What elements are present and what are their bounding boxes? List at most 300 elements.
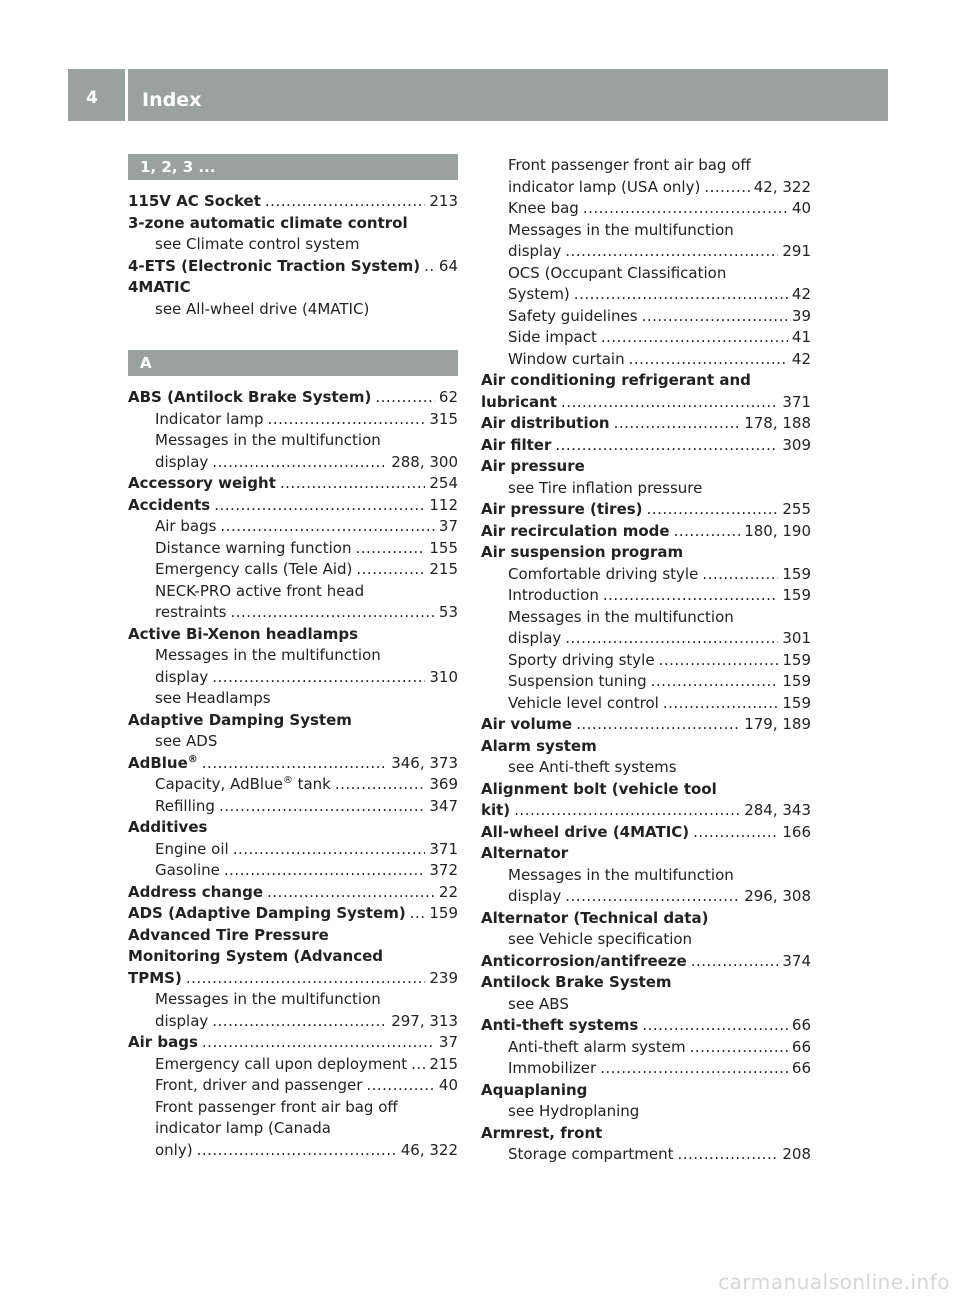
entry-text: Knee bag — [508, 199, 579, 217]
entry-text: Messages in the multifunction — [508, 607, 734, 626]
page-reference[interactable]: 46, 322 — [400, 1140, 458, 1159]
index-entry[interactable] — [481, 392, 811, 414]
page-reference[interactable]: 53 — [438, 603, 458, 621]
index-subentry[interactable] — [481, 327, 811, 349]
index-subentry[interactable] — [128, 860, 458, 882]
entry-text: TPMS) — [128, 968, 182, 987]
index-entry — [481, 456, 811, 478]
entry-text: Alternator — [481, 844, 569, 862]
index-entry — [128, 925, 458, 947]
page-reference[interactable]: 159 — [782, 672, 811, 690]
dot-leader — [600, 1058, 788, 1080]
entry-label — [481, 714, 572, 736]
entry-label — [508, 929, 692, 951]
dot-leader — [561, 392, 778, 414]
index-entry — [128, 946, 458, 968]
page-reference[interactable]: 159 — [782, 564, 811, 583]
index-entry[interactable] — [128, 495, 458, 517]
entry-text: ADS (Adaptive Damping System) — [128, 904, 406, 922]
entry-text: 3-zone automatic climate control — [128, 213, 408, 232]
page-reference[interactable]: 37 — [438, 517, 458, 535]
index-subentry[interactable] — [128, 1075, 458, 1097]
entry-label — [155, 581, 364, 603]
page-reference[interactable]: 371 — [782, 392, 811, 411]
dot-leader — [674, 521, 741, 543]
page-reference[interactable]: 215 — [429, 560, 458, 578]
entry-label — [508, 327, 597, 349]
page-reference[interactable]: 42 — [791, 349, 811, 368]
entry-label — [508, 693, 659, 715]
page-reference[interactable]: 254 — [429, 474, 458, 492]
entry-text: Messages in the multifunction — [155, 990, 381, 1008]
entry-text: Refilling — [155, 796, 215, 815]
index-subentry[interactable] — [481, 284, 811, 306]
entry-text: Storage compartment — [508, 1145, 674, 1163]
entry-text: see ABS — [508, 994, 569, 1013]
entry-label — [508, 177, 700, 199]
index-entry[interactable] — [481, 413, 811, 435]
index-entry[interactable] — [481, 435, 811, 457]
entry-label — [481, 456, 585, 478]
page-reference[interactable]: 41 — [791, 328, 811, 346]
entry-text: Messages in the multifunction — [155, 431, 381, 449]
page-reference[interactable]: 155 — [429, 538, 458, 557]
entry-label — [128, 277, 191, 299]
entry-text: Front passenger front air bag off — [155, 1097, 398, 1116]
index-column-right — [481, 155, 811, 1166]
page-reference[interactable]: 42 — [791, 285, 811, 303]
dot-leader — [356, 559, 425, 581]
index-entry — [481, 542, 811, 564]
dot-leader — [677, 1144, 778, 1166]
entry-text: Air pressure — [481, 457, 585, 475]
dot-leader — [267, 882, 435, 904]
page-reference[interactable]: 301 — [782, 629, 811, 647]
index-column-left — [128, 154, 458, 1161]
entry-text: indicator lamp (Canada — [155, 1119, 331, 1137]
page-reference[interactable]: 22 — [438, 882, 458, 901]
entry-text: Accidents — [128, 495, 211, 514]
entry-label — [508, 241, 561, 263]
page-reference[interactable]: 66 — [791, 1059, 811, 1077]
index-subentry — [481, 607, 811, 629]
index-entry[interactable] — [481, 822, 811, 844]
entry-label — [128, 710, 352, 732]
entry-label — [128, 903, 406, 925]
entry-text: Active Bi-Xenon headlamps — [128, 624, 359, 643]
dot-leader — [659, 650, 779, 672]
index-entry[interactable] — [128, 753, 458, 775]
entry-label — [481, 542, 683, 564]
entry-label — [155, 602, 227, 624]
entry-text: see Hydroplaning — [508, 1102, 640, 1120]
entry-label — [128, 256, 420, 278]
dot-leader — [220, 516, 434, 538]
index-subentry[interactable] — [128, 409, 458, 431]
entry-label — [155, 1011, 208, 1033]
entry-text: OCS (Occupant Classification — [508, 263, 727, 282]
entry-text: Address change — [128, 882, 264, 901]
index-subentry — [481, 220, 811, 242]
entry-label — [481, 951, 687, 973]
page-reference[interactable]: 62 — [438, 388, 458, 406]
entry-text: Suspension tuning — [508, 672, 647, 690]
index-subentry[interactable] — [481, 1144, 811, 1166]
entry-label — [508, 220, 734, 242]
entry-text: Alternator (Technical data) — [481, 908, 709, 927]
entry-text: display — [155, 452, 209, 471]
entry-label — [155, 516, 216, 538]
entry-text: Air pressure (tires) — [481, 500, 643, 518]
index-subentry[interactable] — [481, 886, 811, 908]
dot-leader — [704, 177, 749, 199]
index-subentry[interactable] — [481, 198, 811, 220]
dot-leader — [514, 800, 740, 822]
entry-label — [128, 968, 182, 990]
index-subentry — [481, 865, 811, 887]
index-subentry[interactable] — [481, 585, 811, 607]
entry-text: Advanced Tire Pressure — [128, 925, 329, 944]
index-entry[interactable] — [128, 903, 458, 925]
index-subentry[interactable] — [128, 516, 458, 538]
dot-leader — [366, 1075, 435, 1097]
page-reference[interactable]: 39 — [791, 306, 811, 325]
index-entry[interactable] — [128, 387, 458, 409]
page-reference[interactable]: 371 — [429, 839, 458, 858]
entry-label — [481, 822, 689, 844]
entry-text: Additives — [128, 818, 208, 836]
entry-text: Monitoring System (Advanced — [128, 947, 383, 965]
entry-text-suffix: tank — [292, 775, 331, 793]
index-entry[interactable] — [481, 714, 811, 736]
index-entry — [481, 736, 811, 758]
dot-leader — [603, 585, 779, 607]
entry-label — [508, 284, 570, 306]
index-entry[interactable] — [481, 1015, 811, 1037]
entry-text: Emergency calls (Tele Aid) — [155, 560, 353, 578]
index-subentry[interactable] — [481, 564, 811, 586]
entry-text: Capacity, AdBlue — [155, 775, 283, 793]
entry-text: Vehicle level control — [508, 693, 659, 712]
index-subentry — [128, 234, 458, 256]
dot-leader — [601, 327, 788, 349]
entry-text: lubricant — [481, 392, 557, 411]
index-subentry[interactable] — [481, 671, 811, 693]
index-subentry[interactable] — [481, 1037, 811, 1059]
index-subentry[interactable] — [481, 306, 811, 328]
entry-text: only) — [155, 1140, 193, 1159]
page-reference[interactable]: 64 — [438, 256, 458, 275]
index-subentry[interactable] — [128, 602, 458, 624]
index-entry — [128, 277, 458, 299]
entry-text: AdBlue — [128, 753, 188, 772]
page-reference[interactable]: 159 — [782, 650, 811, 669]
index-subentry[interactable] — [128, 1054, 458, 1076]
entry-text: Indicator lamp — [155, 409, 264, 428]
entry-label — [155, 299, 369, 321]
dot-leader — [212, 667, 425, 689]
entry-text: Armrest, front — [481, 1123, 603, 1142]
entry-label — [128, 213, 408, 235]
index-subentry[interactable] — [481, 693, 811, 715]
entry-label — [155, 430, 381, 452]
index-subentry[interactable] — [128, 839, 458, 861]
entry-text: Comfortable driving style — [508, 564, 699, 583]
entry-label — [155, 688, 271, 710]
index-subentry[interactable] — [128, 559, 458, 581]
page-reference[interactable]: 179, 189 — [744, 715, 811, 733]
entry-text: see Anti-theft systems — [508, 758, 677, 776]
dot-leader — [202, 1032, 435, 1054]
page-reference[interactable]: 166 — [782, 822, 811, 841]
index-entry[interactable] — [128, 1032, 458, 1054]
index-entry[interactable] — [128, 882, 458, 904]
index-entry[interactable] — [481, 800, 811, 822]
dot-leader — [647, 499, 779, 521]
entry-label — [508, 671, 647, 693]
entry-text: 115V AC Socket — [128, 192, 261, 210]
index-subentry[interactable] — [481, 349, 811, 371]
index-entry[interactable] — [481, 499, 811, 521]
dot-leader — [410, 903, 426, 925]
index-entry[interactable] — [128, 191, 458, 213]
dot-leader — [702, 564, 778, 586]
page-reference[interactable]: 346, 373 — [391, 753, 458, 772]
page-reference[interactable]: 291 — [782, 242, 811, 260]
entry-text: indicator lamp (USA only) — [508, 177, 701, 196]
entry-label — [481, 1015, 638, 1037]
entry-label — [481, 435, 551, 457]
entry-text: Engine oil — [155, 839, 229, 858]
page-reference[interactable]: 347 — [429, 796, 458, 815]
index-entry — [481, 972, 811, 994]
entry-label — [508, 564, 698, 586]
index-subentry — [128, 299, 458, 321]
entry-label — [508, 865, 734, 887]
index-subentry[interactable] — [128, 452, 458, 474]
entry-label — [155, 1054, 407, 1076]
index-subentry — [481, 1101, 811, 1123]
entry-text: Safety guidelines — [508, 306, 638, 325]
entry-label — [128, 473, 276, 495]
entry-text: 4MATIC — [128, 278, 191, 296]
entry-label — [481, 779, 717, 801]
registered-mark: ® — [187, 753, 198, 765]
dot-leader — [614, 413, 741, 435]
page-reference[interactable]: 284, 343 — [744, 801, 811, 819]
entry-label — [508, 478, 702, 500]
entry-text: Sporty driving style — [508, 650, 655, 669]
entry-text: see ADS — [155, 732, 218, 750]
index-entry — [128, 710, 458, 732]
watermark: carmanualsonline.info — [718, 1270, 950, 1294]
index-subentry — [128, 430, 458, 452]
entry-label — [481, 908, 708, 930]
page-reference[interactable]: 369 — [429, 775, 458, 793]
index-subentry[interactable] — [128, 667, 458, 689]
page-reference[interactable]: 213 — [429, 192, 458, 210]
index-entry[interactable] — [128, 473, 458, 495]
index-subentry — [481, 478, 811, 500]
page-reference[interactable]: 66 — [791, 1037, 811, 1056]
page-reference[interactable]: 255 — [782, 500, 811, 518]
entry-text: restraints — [155, 603, 227, 621]
entry-label — [508, 607, 734, 629]
page-reference[interactable]: 66 — [791, 1016, 811, 1034]
entry-text: ABS (Antilock Brake System) — [128, 388, 372, 406]
index-subentry — [128, 989, 458, 1011]
index-entry[interactable] — [481, 521, 811, 543]
page-reference[interactable]: 208 — [782, 1145, 811, 1163]
index-entry — [481, 370, 811, 392]
index-subentry — [128, 581, 458, 603]
header-divider — [125, 69, 128, 121]
entry-text: Accessory weight — [128, 474, 276, 492]
index-subentry[interactable] — [128, 1140, 458, 1162]
entry-label — [155, 1075, 362, 1097]
index-subentry — [481, 757, 811, 779]
page-reference[interactable]: 159 — [782, 693, 811, 712]
registered-mark: ® — [282, 775, 293, 786]
entry-text: Emergency call upon deployment — [155, 1054, 408, 1073]
entry-label — [128, 817, 207, 839]
page-reference[interactable]: 239 — [429, 968, 458, 987]
entry-label — [155, 538, 351, 560]
entry-label — [155, 731, 217, 753]
index-entry — [128, 817, 458, 839]
entry-label — [128, 1032, 198, 1054]
page-reference[interactable]: 40 — [438, 1076, 458, 1094]
index-subentry — [481, 929, 811, 951]
page-reference[interactable]: 159 — [429, 904, 458, 922]
entry-text: Messages in the multifunction — [508, 220, 734, 239]
entry-text: Air bags — [128, 1033, 198, 1051]
index-subentry[interactable] — [128, 796, 458, 818]
entry-label — [508, 349, 625, 371]
entry-label — [128, 925, 329, 947]
entry-label — [155, 839, 229, 861]
entry-text: Front, driver and passenger — [155, 1076, 363, 1094]
index-subentry — [481, 155, 811, 177]
entry-label — [481, 1080, 587, 1102]
entry-label — [508, 650, 655, 672]
dot-leader — [268, 409, 426, 431]
index-subentry — [128, 645, 458, 667]
entry-text: Air conditioning refrigerant and — [481, 371, 751, 389]
entry-text: Messages in the multifunction — [155, 646, 381, 664]
index-subentry — [481, 994, 811, 1016]
page-title: Index — [142, 89, 202, 111]
entry-label — [481, 499, 643, 521]
entry-label — [508, 1101, 639, 1123]
dot-leader — [642, 306, 788, 328]
page-reference[interactable]: 42, 322 — [753, 177, 811, 196]
entry-text: Air recirculation mode — [481, 521, 670, 540]
entry-label — [155, 1118, 331, 1140]
index-subentry[interactable] — [128, 774, 458, 796]
index-entry — [481, 908, 811, 930]
entry-label — [481, 1123, 602, 1145]
page-reference[interactable]: 40 — [791, 199, 811, 217]
page-reference[interactable]: 112 — [429, 495, 458, 514]
page-reference[interactable]: 296, 308 — [744, 887, 811, 905]
entry-text: display — [508, 887, 562, 905]
page-reference[interactable]: 310 — [429, 667, 458, 686]
page-reference[interactable]: 297, 313 — [391, 1011, 458, 1030]
entry-text: Gasoline — [155, 861, 220, 879]
page-reference[interactable]: 309 — [782, 435, 811, 454]
entry-text: Air suspension program — [481, 543, 684, 561]
page-reference[interactable]: 215 — [429, 1054, 458, 1073]
entry-text: Alignment bolt (vehicle tool — [481, 779, 717, 798]
dot-leader — [186, 968, 426, 990]
dot-leader — [224, 860, 425, 882]
entry-text: Anti-theft alarm system — [508, 1037, 686, 1056]
entry-label — [155, 989, 381, 1011]
index-subentry[interactable] — [128, 538, 458, 560]
entry-text: see Headlamps — [155, 689, 271, 707]
entry-label — [128, 946, 383, 968]
entry-label — [155, 667, 208, 689]
index-subentry[interactable] — [128, 1011, 458, 1033]
page-reference[interactable]: 374 — [782, 951, 811, 970]
index-subentry[interactable] — [481, 650, 811, 672]
entry-label — [508, 757, 677, 779]
index-subentry[interactable] — [481, 628, 811, 650]
index-subentry[interactable] — [481, 241, 811, 263]
page-reference[interactable]: 159 — [782, 586, 811, 604]
entry-label — [155, 1140, 193, 1162]
entry-label — [481, 521, 670, 543]
page-reference[interactable]: 315 — [429, 409, 458, 428]
page-number: 4 — [86, 88, 98, 108]
index-entry[interactable] — [128, 256, 458, 278]
index-subentry[interactable] — [481, 1058, 811, 1080]
page-reference[interactable]: 180, 190 — [744, 521, 811, 540]
entry-label — [128, 495, 210, 517]
entry-label — [508, 263, 726, 285]
page-reference[interactable]: 288, 300 — [391, 452, 458, 471]
index-section-header: 1, 2, 3 ... — [128, 154, 458, 180]
page-reference[interactable]: 372 — [429, 861, 458, 879]
entry-label — [481, 736, 597, 758]
dot-leader — [565, 241, 778, 263]
dot-leader — [231, 602, 435, 624]
entry-label — [155, 234, 360, 256]
page-reference[interactable]: 178, 188 — [744, 414, 811, 432]
entry-label — [128, 624, 358, 646]
index-entry — [481, 1080, 811, 1102]
entry-label — [481, 972, 672, 994]
index-subentry[interactable] — [481, 177, 811, 199]
entry-text: Air bags — [155, 517, 217, 535]
entry-label — [508, 886, 561, 908]
index-entry[interactable] — [128, 968, 458, 990]
page-reference[interactable]: 37 — [438, 1033, 458, 1051]
entry-text: Air filter — [481, 435, 552, 454]
index-entry — [128, 624, 458, 646]
entry-text: Anticorrosion/antifreeze — [481, 951, 687, 970]
entry-label — [155, 409, 264, 431]
entry-label — [155, 452, 208, 474]
entry-text: System) — [508, 285, 570, 303]
entry-label — [508, 994, 569, 1016]
index-entry[interactable] — [481, 951, 811, 973]
entry-label — [481, 800, 510, 822]
dot-leader — [424, 256, 435, 278]
index-subentry — [128, 1118, 458, 1140]
entry-text: display — [155, 1011, 209, 1030]
